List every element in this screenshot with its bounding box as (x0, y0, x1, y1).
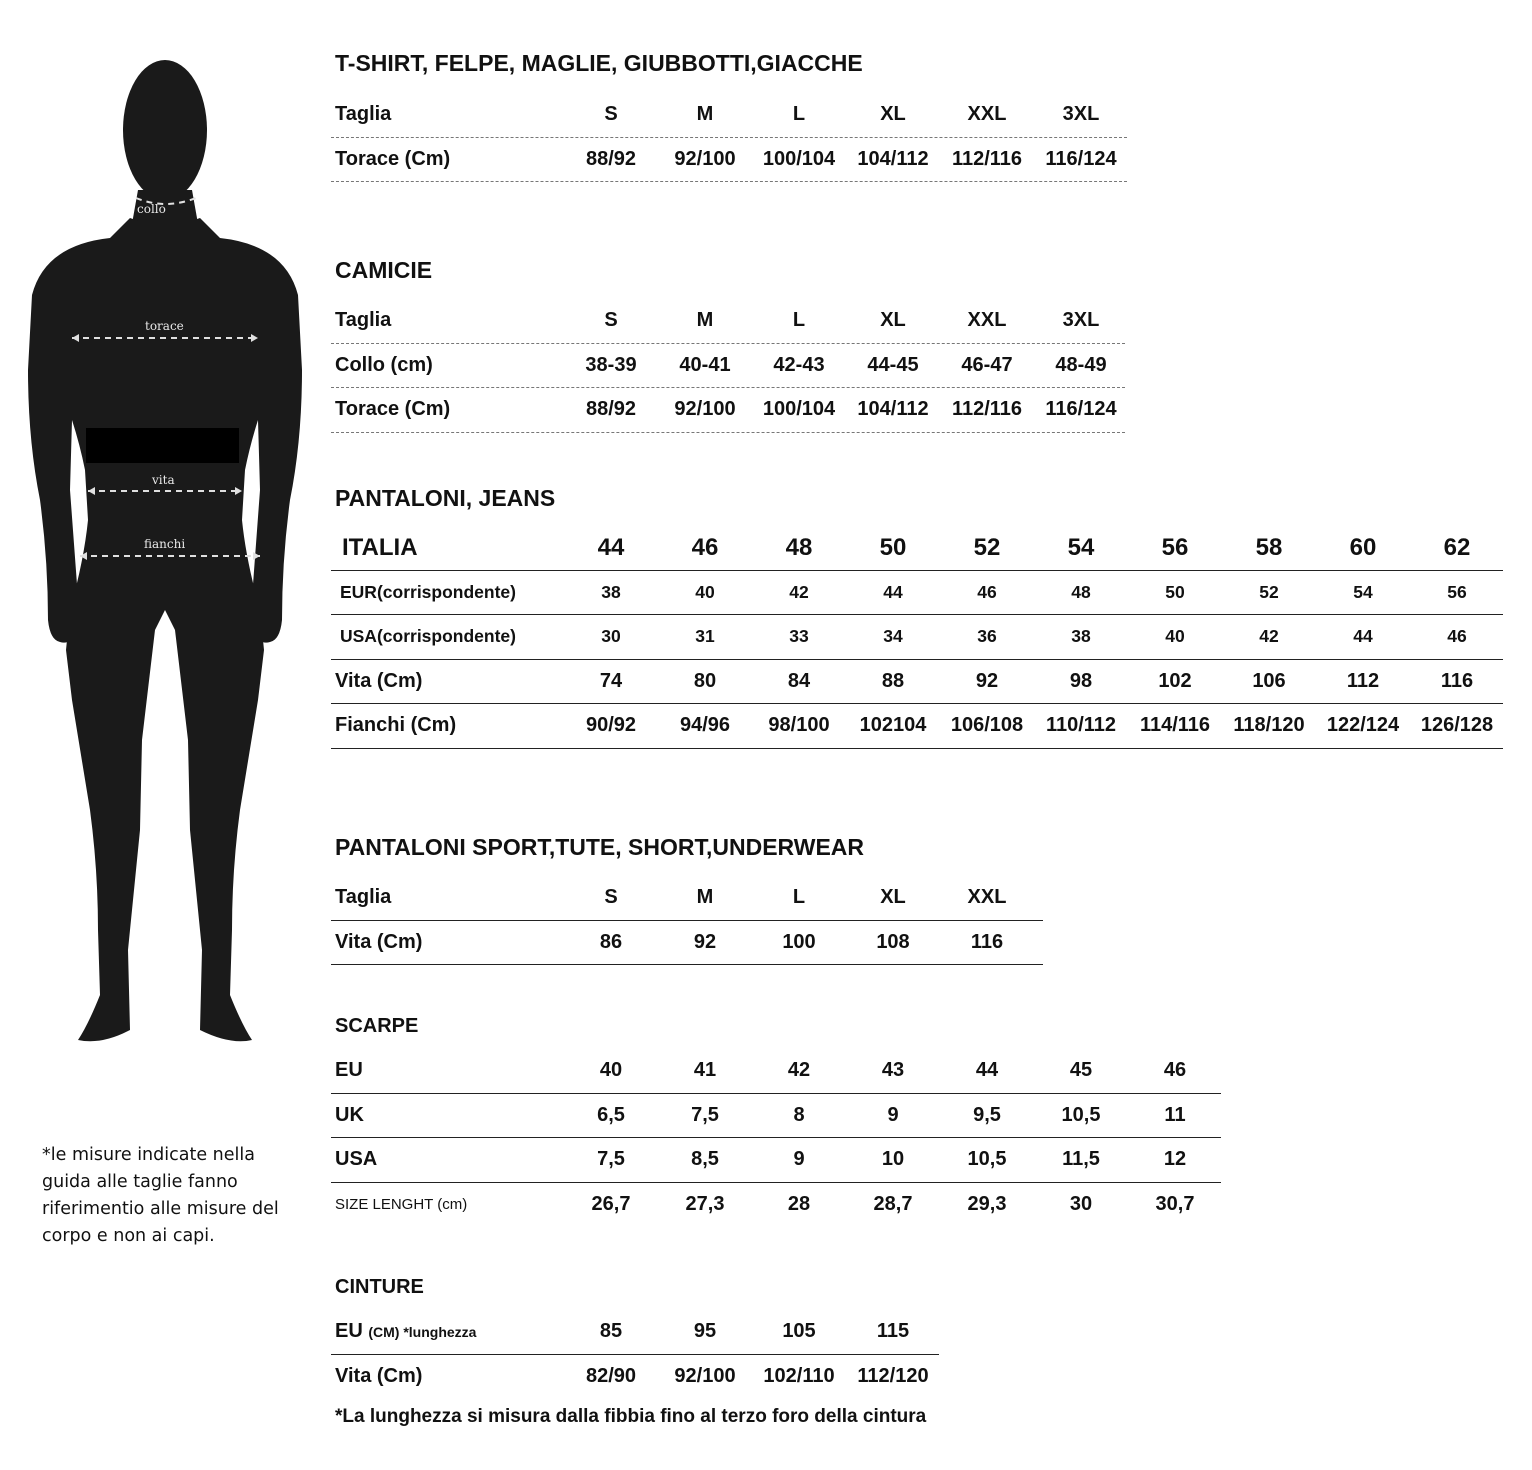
row-label: Taglia (335, 886, 392, 909)
row-label: Torace (Cm) (335, 147, 451, 170)
table-cell: 106/108 (950, 714, 1024, 737)
cinture-table (331, 1310, 939, 1398)
table-cell: 8 (793, 1103, 805, 1126)
table-cell: 10 (881, 1148, 905, 1171)
table-cell: 92/100 (674, 398, 736, 421)
table-cell: 7,5 (597, 1148, 625, 1171)
table-cell: 40-41 (679, 353, 731, 376)
table-cell: 94/96 (679, 714, 731, 737)
table-row (331, 571, 1503, 616)
table-cell: M (696, 309, 714, 332)
table-cell: 52 (973, 533, 1001, 561)
table-cell: 46 (691, 533, 719, 561)
table-cell: 88/92 (585, 398, 637, 421)
table-cell: 43 (881, 1059, 905, 1082)
table-cell: 40 (599, 1059, 623, 1082)
table-cell: 46 (1163, 1059, 1187, 1082)
table-cell: 40 (695, 581, 715, 602)
row-label: EU (335, 1059, 363, 1082)
table-cell: 100 (782, 930, 816, 953)
scarpe-table (331, 1049, 1221, 1226)
row-label: USA(corrispondente) (340, 626, 516, 647)
row-label: Fianchi (Cm) (335, 714, 457, 737)
table-cell: 112/116 (951, 398, 1023, 421)
table-cell: 42-43 (773, 353, 825, 376)
table-cell: 44 (1353, 626, 1373, 647)
table-row (331, 388, 1125, 433)
table-cell: 38-39 (585, 353, 637, 376)
table-cell: L (792, 103, 806, 126)
table-cell: 26,7 (591, 1192, 631, 1215)
table-cell: 105 (782, 1320, 816, 1343)
table-cell: 102104 (859, 714, 927, 737)
row-label (335, 1310, 476, 1354)
row-label: Taglia (335, 103, 392, 126)
table-cell: 74 (599, 669, 623, 692)
table-cell: S (604, 886, 618, 909)
table-cell: 112/120 (857, 1364, 929, 1387)
belt-length-note: *La lunghezza si misura dalla fibbia fino al terzo foro della cintura (335, 1406, 927, 1427)
table-cell: 28,7 (873, 1192, 913, 1215)
table-cell: M (696, 103, 714, 126)
table-cell: 42 (1259, 626, 1279, 647)
table-cell: 48-49 (1055, 353, 1107, 376)
table-cell: 80 (693, 669, 717, 692)
row-label: USA (335, 1148, 378, 1171)
table-cell: 100/104 (762, 398, 836, 421)
table-cell: 110/112 (1045, 714, 1117, 737)
table-cell: 30 (1069, 1192, 1093, 1215)
table-cell: 46 (977, 581, 997, 602)
table-cell: 104/112 (857, 147, 929, 170)
table-cell: 58 (1255, 533, 1283, 561)
table-cell: 11,5 (1062, 1148, 1100, 1171)
label-torace: torace (145, 319, 184, 333)
table-cell: 114/116 (1139, 714, 1211, 737)
table-cell: 9,5 (973, 1103, 1001, 1126)
table-cell: 112/116 (951, 147, 1023, 170)
table-cell: 102 (1158, 669, 1192, 692)
table-row (331, 299, 1125, 344)
table-cell: 92/100 (674, 147, 736, 170)
table-cell: 104/112 (857, 398, 929, 421)
table-cell: 6,5 (597, 1103, 625, 1126)
label-vita: vita (152, 473, 175, 487)
table-row (331, 921, 1043, 966)
table-cell: 42 (787, 1059, 811, 1082)
table-cell: 86 (599, 930, 623, 953)
row-label: SIZE LENGHT (cm) (335, 1195, 468, 1213)
table-cell: 98/100 (768, 714, 830, 737)
table-cell: 10,5 (967, 1148, 1007, 1171)
table-cell: 95 (693, 1320, 717, 1343)
table-cell: XL (880, 103, 906, 126)
label-collo: collo (137, 202, 166, 216)
tshirt-title: T-SHIRT, FELPE, MAGLIE, GIUBBOTTI,GIACCHE (335, 50, 863, 76)
table-cell: 44-45 (867, 353, 919, 376)
table-cell: 40 (1165, 626, 1185, 647)
row-label: EUR(corrispondente) (340, 581, 516, 602)
table-cell: 88/92 (585, 147, 637, 170)
row-label: Torace (Cm) (335, 398, 451, 421)
table-cell: 36 (977, 626, 997, 647)
table-cell: 34 (883, 626, 903, 647)
table-row (331, 704, 1503, 749)
camicie-title: CAMICIE (335, 257, 433, 283)
table-cell: 84 (787, 669, 811, 692)
table-cell: 10,5 (1061, 1103, 1101, 1126)
table-cell: 7,5 (691, 1103, 719, 1126)
table-cell: 116/124 (1045, 147, 1117, 170)
table-cell: 29,3 (967, 1192, 1007, 1215)
table-row (331, 93, 1127, 138)
row-label: Vita (Cm) (335, 669, 423, 692)
row-label: Vita (Cm) (335, 930, 423, 953)
table-cell: 44 (975, 1059, 999, 1082)
camicie-table (331, 299, 1125, 433)
table-cell: 98 (1069, 669, 1093, 692)
table-row (331, 1049, 1221, 1094)
table-cell: 116 (1440, 669, 1474, 692)
row-label: Collo (cm) (335, 353, 433, 376)
table-cell: XL (880, 886, 906, 909)
table-cell: L (792, 309, 806, 332)
table-cell: 45 (1069, 1059, 1093, 1082)
pantaloni-table (331, 526, 1503, 749)
table-row (331, 344, 1125, 389)
table-cell: 3XL (1062, 309, 1100, 332)
table-row (331, 526, 1503, 571)
row-label: Taglia (335, 309, 392, 332)
table-cell: 38 (601, 581, 621, 602)
body-figure-icon (20, 50, 320, 1060)
scarpe-title: SCARPE (335, 1015, 419, 1037)
table-cell: 28 (787, 1192, 811, 1215)
table-cell: S (604, 309, 618, 332)
table-cell: 54 (1353, 581, 1373, 602)
table-cell: 50 (879, 533, 907, 561)
measurement-note: *le misure indicate nella guida alle taglie fanno riferimentio alle misure del corpo e non ai capi. (42, 1145, 279, 1246)
pantaloni-title: PANTALONI, JEANS (335, 485, 556, 511)
table-cell: 116 (970, 930, 1004, 953)
table-cell: 8,5 (691, 1148, 719, 1171)
table-cell: 60 (1349, 533, 1377, 561)
table-cell: 50 (1165, 581, 1185, 602)
table-cell: 27,3 (685, 1192, 725, 1215)
table-cell: 82/90 (585, 1364, 637, 1387)
table-cell: 52 (1259, 581, 1279, 602)
table-cell: XL (880, 309, 906, 332)
waist-band (86, 428, 239, 463)
table-cell: 102/110 (763, 1364, 835, 1387)
table-cell: 116/124 (1045, 398, 1117, 421)
table-cell: 31 (695, 626, 715, 647)
table-row (331, 1094, 1221, 1139)
cinture-title: CINTURE (335, 1276, 424, 1298)
table-cell: 30,7 (1155, 1192, 1195, 1215)
table-cell: XXL (967, 309, 1007, 332)
table-cell: 30 (601, 626, 621, 647)
table-row (331, 1183, 1221, 1227)
table-cell: 112 (1346, 669, 1380, 692)
tshirt-table (331, 93, 1127, 182)
table-cell: 46-47 (961, 353, 1013, 376)
table-row (331, 660, 1503, 705)
table-cell: 9 (887, 1103, 899, 1126)
sport-table (331, 876, 1043, 965)
table-cell: 62 (1443, 533, 1471, 561)
table-cell: 41 (693, 1059, 717, 1082)
table-cell: 42 (789, 581, 809, 602)
table-cell: 12 (1163, 1148, 1187, 1171)
table-cell: XXL (967, 103, 1007, 126)
table-cell: 92/100 (674, 1364, 736, 1387)
table-row (331, 876, 1043, 921)
table-row (331, 1310, 939, 1355)
table-cell: 44 (597, 533, 625, 561)
table-cell: 92 (693, 930, 717, 953)
table-cell: 115 (876, 1320, 910, 1343)
row-label: ITALIA (342, 533, 418, 561)
sport-title: PANTALONI SPORT,TUTE, SHORT,UNDERWEAR (335, 834, 865, 860)
table-row (331, 138, 1127, 183)
table-cell: 88 (881, 669, 905, 692)
table-row (331, 1355, 939, 1399)
eu-label: EU (335, 1320, 363, 1343)
table-cell: 126/128 (1420, 714, 1494, 737)
table-row (331, 1138, 1221, 1183)
table-cell: 3XL (1062, 103, 1100, 126)
table-cell: XXL (967, 886, 1007, 909)
table-cell: 44 (883, 581, 903, 602)
table-cell: 48 (1071, 581, 1091, 602)
table-cell: 48 (785, 533, 813, 561)
table-cell: 108 (876, 930, 910, 953)
row-label: UK (335, 1103, 364, 1126)
table-row (331, 615, 1503, 660)
table-cell: 11 (1164, 1103, 1186, 1126)
eu-unit-label: (CM) *lunghezza (368, 1323, 477, 1340)
table-cell: 56 (1161, 533, 1189, 561)
table-cell: L (792, 886, 806, 909)
label-fianchi: fianchi (144, 537, 186, 551)
table-cell: 118/120 (1233, 714, 1305, 737)
table-cell: M (696, 886, 714, 909)
table-cell: 33 (789, 626, 809, 647)
table-cell: 122/124 (1326, 714, 1400, 737)
body-silhouette (20, 50, 320, 1060)
table-cell: 54 (1067, 533, 1095, 561)
table-cell: 85 (599, 1320, 623, 1343)
table-cell: 100/104 (762, 147, 836, 170)
table-cell: 38 (1071, 626, 1091, 647)
table-cell: 9 (793, 1148, 805, 1171)
table-cell: 106 (1252, 669, 1286, 692)
table-cell: 90/92 (585, 714, 637, 737)
table-cell: 46 (1447, 626, 1467, 647)
row-label: Vita (Cm) (335, 1364, 423, 1387)
table-cell: 92 (975, 669, 999, 692)
table-cell: S (604, 103, 618, 126)
table-cell: 56 (1447, 581, 1467, 602)
